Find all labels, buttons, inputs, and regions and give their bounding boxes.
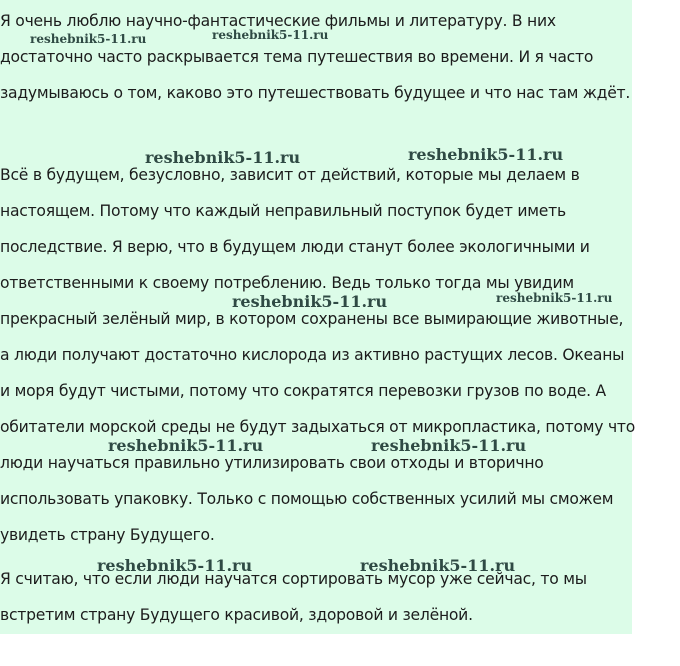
watermark: reshebnik5-11.ru [145, 148, 301, 167]
paragraph-3: Я считаю, что если люди научатся сортировать мусор уже сейчас, то мы встретим страну Будущего красивой, здоровой и зелёной. [0, 570, 587, 624]
paragraph-2: Всё в будущем, безусловно, зависит от действий, которые мы делаем в настоящем. Потому что каждый неправильный поступок будет иметь последствие. Я верю, что в будущем люди станут более экологичными и ответственными к своему потреблению. Ведь только тогда мы увидим прекрасный зелёный мир, в котором сохранены все вымирающие животные, а люди получают достаточно кислорода из активно растущих лесов. Океаны и моря будут чистыми, потому что сократятся перевозки грузов по воде. А обитатели морской среды не будут задыхаться от микропластика, потому что люди научаться правильно утилизировать свои отходы и вторично использовать упаковку. Только с помощью собственных усилий мы сможем увидеть страну Будущего. [0, 166, 636, 544]
watermark: reshebnik5-11.ru [97, 556, 253, 575]
watermark: reshebnik5-11.ru [212, 28, 329, 42]
paragraph-1: Я очень люблю научно-фантастические фильмы и литературу. В них достаточно часто раскрывается тема путешествия во времени. И я часто задумываюсь о том, каково это путешествовать будущее и что нас там ждёт. [0, 12, 631, 102]
watermark: reshebnik5-11.ru [108, 436, 264, 455]
watermark: reshebnik5-11.ru [360, 556, 516, 575]
watermark: reshebnik5-11.ru [232, 292, 388, 311]
watermark: reshebnik5-11.ru [496, 291, 613, 305]
watermark: reshebnik5-11.ru [408, 145, 564, 164]
watermark: reshebnik5-11.ru [30, 32, 147, 46]
watermark: reshebnik5-11.ru [371, 436, 527, 455]
